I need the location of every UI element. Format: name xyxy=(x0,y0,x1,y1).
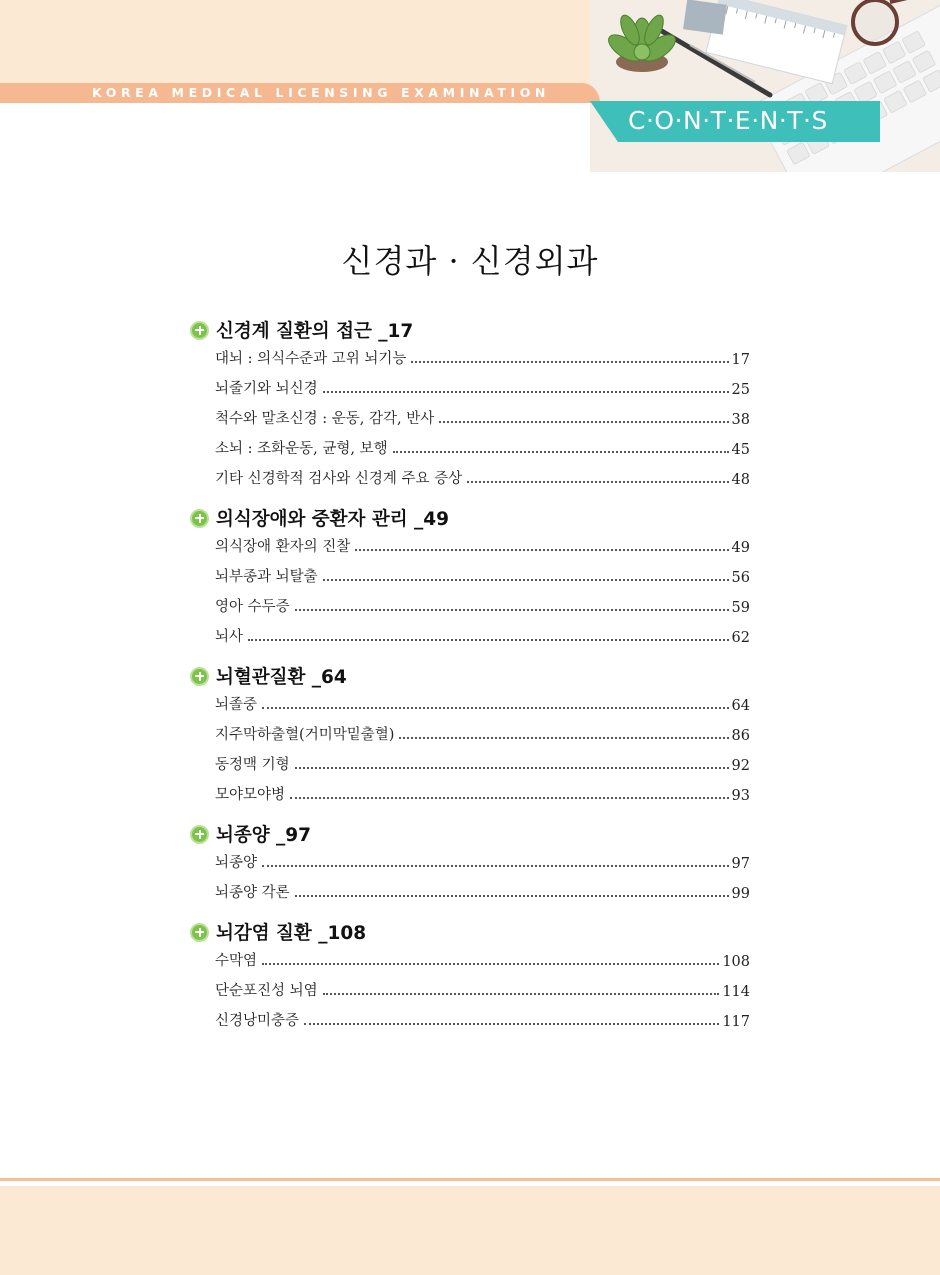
toc-entry-page: 92 xyxy=(731,758,750,774)
toc-entry-page: 108 xyxy=(722,954,750,970)
toc-section xyxy=(190,316,750,494)
toc-entry[interactable] xyxy=(190,690,750,720)
toc-section xyxy=(190,662,750,810)
toc-entry-page: 45 xyxy=(731,442,750,458)
toc-entry-page: 59 xyxy=(731,600,750,616)
toc-entry[interactable] xyxy=(190,562,750,592)
dot-leader xyxy=(399,737,728,739)
toc-entry[interactable] xyxy=(190,848,750,878)
toc-entry-label: 척수와 말초신경 : 운동, 감각, 반사 xyxy=(215,411,435,427)
toc-entry-label: 소뇌 : 조화운동, 균형, 보행 xyxy=(215,441,388,457)
toc-entry-page: 64 xyxy=(731,698,750,714)
toc-entry[interactable] xyxy=(190,404,750,434)
plus-circle-icon xyxy=(190,667,209,686)
toc-entry-label: 뇌졸중 xyxy=(215,697,258,713)
plus-circle-icon xyxy=(190,825,209,844)
toc-entry[interactable] xyxy=(190,780,750,810)
dot-leader xyxy=(295,609,729,611)
toc-entry-page: 99 xyxy=(731,886,750,902)
toc-section-heading[interactable] xyxy=(190,918,750,946)
toc-section xyxy=(190,820,750,908)
toc-entry-label: 영아 수두증 xyxy=(215,599,290,615)
toc-entry-page: 93 xyxy=(731,788,750,804)
toc-entry-label: 대뇌 : 의식수준과 고위 뇌기능 xyxy=(215,351,407,367)
toc-entry-label: 기타 신경학적 검사와 신경계 주요 증상 xyxy=(215,471,463,487)
contents-label: C·O·N·T·E·N·T·S xyxy=(628,106,828,135)
toc-entry[interactable] xyxy=(190,1006,750,1036)
plus-circle-icon xyxy=(190,509,209,528)
toc-entry-label: 지주막하출혈(거미막밑출혈) xyxy=(215,727,395,743)
footer-background xyxy=(0,1186,940,1275)
toc-section-heading[interactable] xyxy=(190,820,750,848)
toc-entry-label: 동정맥 기형 xyxy=(215,757,290,773)
toc-entry-page: 25 xyxy=(731,382,750,398)
toc-entry-page: 38 xyxy=(731,412,750,428)
toc-entry-page: 117 xyxy=(722,1014,750,1030)
dot-leader xyxy=(393,451,729,453)
toc-entry[interactable] xyxy=(190,976,750,1006)
toc-section-title: 신경계 질환의 접근 _17 xyxy=(216,321,414,342)
toc-entry-label: 신경낭미충증 xyxy=(215,1013,300,1029)
plus-circle-icon xyxy=(190,321,209,340)
toc-section-title: 뇌감염 질환 _108 xyxy=(216,923,367,944)
dot-leader xyxy=(323,579,729,581)
toc-entry-label: 의식장애 환자의 진찰 xyxy=(215,539,351,555)
toc-entry[interactable] xyxy=(190,946,750,976)
dot-leader xyxy=(439,421,728,423)
toc-section-title: 뇌혈관질환 _64 xyxy=(216,667,347,688)
dot-leader xyxy=(467,481,728,483)
toc-entry[interactable] xyxy=(190,720,750,750)
toc-entry-page: 17 xyxy=(731,352,750,368)
toc-section-heading[interactable] xyxy=(190,662,750,690)
footer-divider xyxy=(0,1178,940,1181)
toc-entry-page: 97 xyxy=(731,856,750,872)
toc-entry-page: 86 xyxy=(731,728,750,744)
toc-entry-page: 56 xyxy=(731,570,750,586)
dot-leader xyxy=(355,549,728,551)
toc-section-title: 뇌종양 _97 xyxy=(216,825,312,846)
toc-section xyxy=(190,918,750,1036)
dot-leader xyxy=(262,963,719,965)
toc-entry-label: 뇌종양 각론 xyxy=(215,885,290,901)
toc-section xyxy=(190,504,750,652)
toc-entry[interactable] xyxy=(190,344,750,374)
dot-leader xyxy=(295,895,729,897)
toc-section-heading[interactable] xyxy=(190,504,750,532)
toc-entry[interactable] xyxy=(190,622,750,652)
dot-leader xyxy=(262,865,729,867)
toc-entry-page: 62 xyxy=(731,630,750,646)
toc-entry-page: 49 xyxy=(731,540,750,556)
toc-entry-label: 모야모야병 xyxy=(215,787,286,803)
toc-section-heading[interactable] xyxy=(190,316,750,344)
toc-entry[interactable] xyxy=(190,878,750,908)
dot-leader xyxy=(290,797,729,799)
dot-leader xyxy=(323,993,720,995)
toc-entry[interactable] xyxy=(190,434,750,464)
dot-leader xyxy=(262,707,729,709)
toc-entry-label: 뇌사 xyxy=(215,629,244,645)
dot-leader xyxy=(323,391,729,393)
table-of-contents xyxy=(190,316,750,1046)
desk-photo-decoration xyxy=(590,0,940,172)
toc-entry-page: 48 xyxy=(731,472,750,488)
toc-section-title: 의식장애와 중환자 관리 _49 xyxy=(216,509,450,530)
series-label: KOREA MEDICAL LICENSING EXAMINATION xyxy=(92,85,550,100)
toc-entry-page: 114 xyxy=(722,984,750,1000)
toc-entry[interactable] xyxy=(190,750,750,780)
toc-entry-label: 수막염 xyxy=(215,953,258,969)
dot-leader xyxy=(295,767,729,769)
toc-entry[interactable] xyxy=(190,532,750,562)
toc-entry-label: 뇌종양 xyxy=(215,855,258,871)
toc-entry-label: 뇌부종과 뇌탈출 xyxy=(215,569,318,585)
toc-entry[interactable] xyxy=(190,464,750,494)
toc-entry[interactable] xyxy=(190,374,750,404)
page-title: 신경과 · 신경외과 xyxy=(341,242,599,280)
toc-entry-label: 단순포진성 뇌염 xyxy=(215,983,318,999)
dot-leader xyxy=(248,639,729,641)
toc-entry[interactable] xyxy=(190,592,750,622)
plus-circle-icon xyxy=(190,923,209,942)
toc-entry-label: 뇌줄기와 뇌신경 xyxy=(215,381,318,397)
dot-leader xyxy=(304,1023,719,1025)
dot-leader xyxy=(411,361,728,363)
